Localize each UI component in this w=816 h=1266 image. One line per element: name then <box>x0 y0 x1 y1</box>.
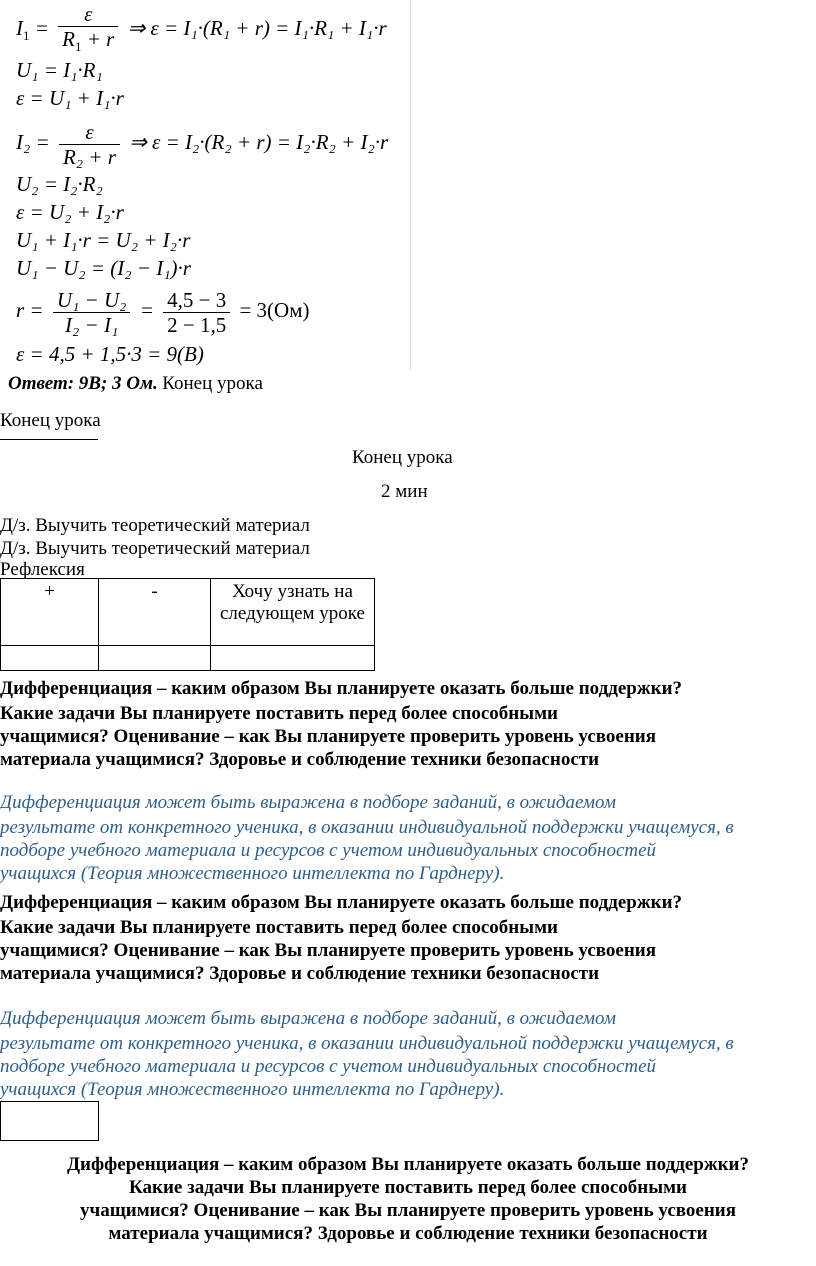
formula-line-8: U₁ − U₂ = (I₂ − I₁)·r <box>16 256 191 280</box>
formula-line-10: ε = 4,5 + 1,5·3 = 9(В) <box>16 342 204 366</box>
formula-line-7: U₁ + I₁·r = U₂ + I₂·r <box>16 228 191 252</box>
differentiation-note-2: Дифференциация может быть выражена в подборе заданий, в ожидаемом результате от конкретного ученика, в оказании индивидуальной поддержки учащемуся, в подборе учебного материала и ресурсов с учетом индивидуальных способностей учащихся (Теория множественного интеллекта по Гарднеру). <box>0 1008 734 1100</box>
table-cell <box>211 646 375 671</box>
table-header-cell: - <box>99 579 211 646</box>
homework-line-1: Д/з. Выучить теоретический материал <box>0 515 310 536</box>
table-header-cell: Хочу узнать на следующем уроке <box>211 579 375 646</box>
time-label: 2 мин <box>381 481 428 502</box>
end-of-lesson-text: Конец урока <box>0 410 101 431</box>
reflection-title: Рефлексия <box>0 559 85 580</box>
table-cell <box>1 646 99 671</box>
formula-line-6: ε = U₂ + I₂·r <box>16 200 124 224</box>
table-row <box>1 646 375 671</box>
differentiation-note-1: Дифференциация может быть выражена в подборе заданий, в ожидаемом результате от конкретного ученика, в оказании индивидуальной поддержки учащемуся, в подборе учебного материала и ресурсов с учетом индивидуальных способностей учащихся (Теория множественного интеллекта по Гарднеру). <box>0 792 734 884</box>
formula-line-3: ε = U₁ + I₁·r <box>16 86 124 110</box>
fraction: $\frac{\varepsilon}{\text{R₂ + r}}$ <box>59 121 120 168</box>
homework-line-2: Д/з. Выучить теоретический материал <box>0 538 310 559</box>
empty-box <box>0 1101 99 1141</box>
formula-line-2: U₁ = I₁·R₁ <box>16 58 103 82</box>
end-of-lesson-heading: Конец урока <box>352 447 453 468</box>
formula-line-9: r = $\frac{\text{U₁ − U₂}}{\text{I₂ − I₁}}$ = $\frac{4,5 - 3}{2 - 1,5}$ = 3(Ом) <box>16 287 310 337</box>
answer-label: Ответ: 9В; 3 Ом. <box>8 373 158 394</box>
formula-image-border <box>410 0 411 370</box>
fraction: $\frac{4,5 - 3}{2 - 1,5}$ <box>163 289 230 336</box>
fraction: $\frac{\varepsilon}{R_1 + r}$ <box>58 3 118 58</box>
formula-line-5: U₂ = I₂·R₂ <box>16 172 103 196</box>
differentiation-block-1: Дифференциация – каким образом Вы планируете оказать больше поддержки? Какие задачи Вы планируете поставить перед более способными учащимися? Оценивание – как Вы планируете проверить уровень усвоения материала учащимися? Здоровье и соблюдение техники безопасности <box>0 678 683 770</box>
end-of-lesson-text: Конец урока <box>162 373 263 394</box>
reflection-table <box>0 578 375 671</box>
end-of-lesson-line <box>0 409 101 434</box>
formula-line-1: $I_1$ = $\frac{\varepsilon}{R_1 + r}$ ⇒ ε = I₁·(R₁ + r) = I₁·R₁ + I₁·r <box>16 2 387 62</box>
differentiation-block-centered: Дифференциация – каким образом Вы планируете оказать больше поддержки? Какие задачи Вы планируете поставить перед более способными учащимися? Оценивание – как Вы планируете проверить уровень усвоения материала учащимися? Здоровье и соблюдение техники безопасности <box>66 1154 750 1244</box>
table-header-cell: + <box>1 579 99 646</box>
table-cell <box>99 646 211 671</box>
divider <box>0 439 98 440</box>
formula-line-4: I₂ = $\frac{\varepsilon}{\text{R₂ + r}}$ ⇒ ε = I₂·(R₂ + r) = I₂·R₂ + I₂·r <box>16 119 389 169</box>
differentiation-block-2: Дифференциация – каким образом Вы планируете оказать больше поддержки? Какие задачи Вы планируете поставить перед более способными учащимися? Оценивание – как Вы планируете проверить уровень усвоения материала учащимися? Здоровье и соблюдение техники безопасности <box>0 892 683 984</box>
table-row <box>1 579 375 646</box>
answer-line <box>8 372 263 397</box>
fraction: $\frac{\text{U₁ − U₂}}{\text{I₂ − I₁}}$ <box>53 289 131 336</box>
